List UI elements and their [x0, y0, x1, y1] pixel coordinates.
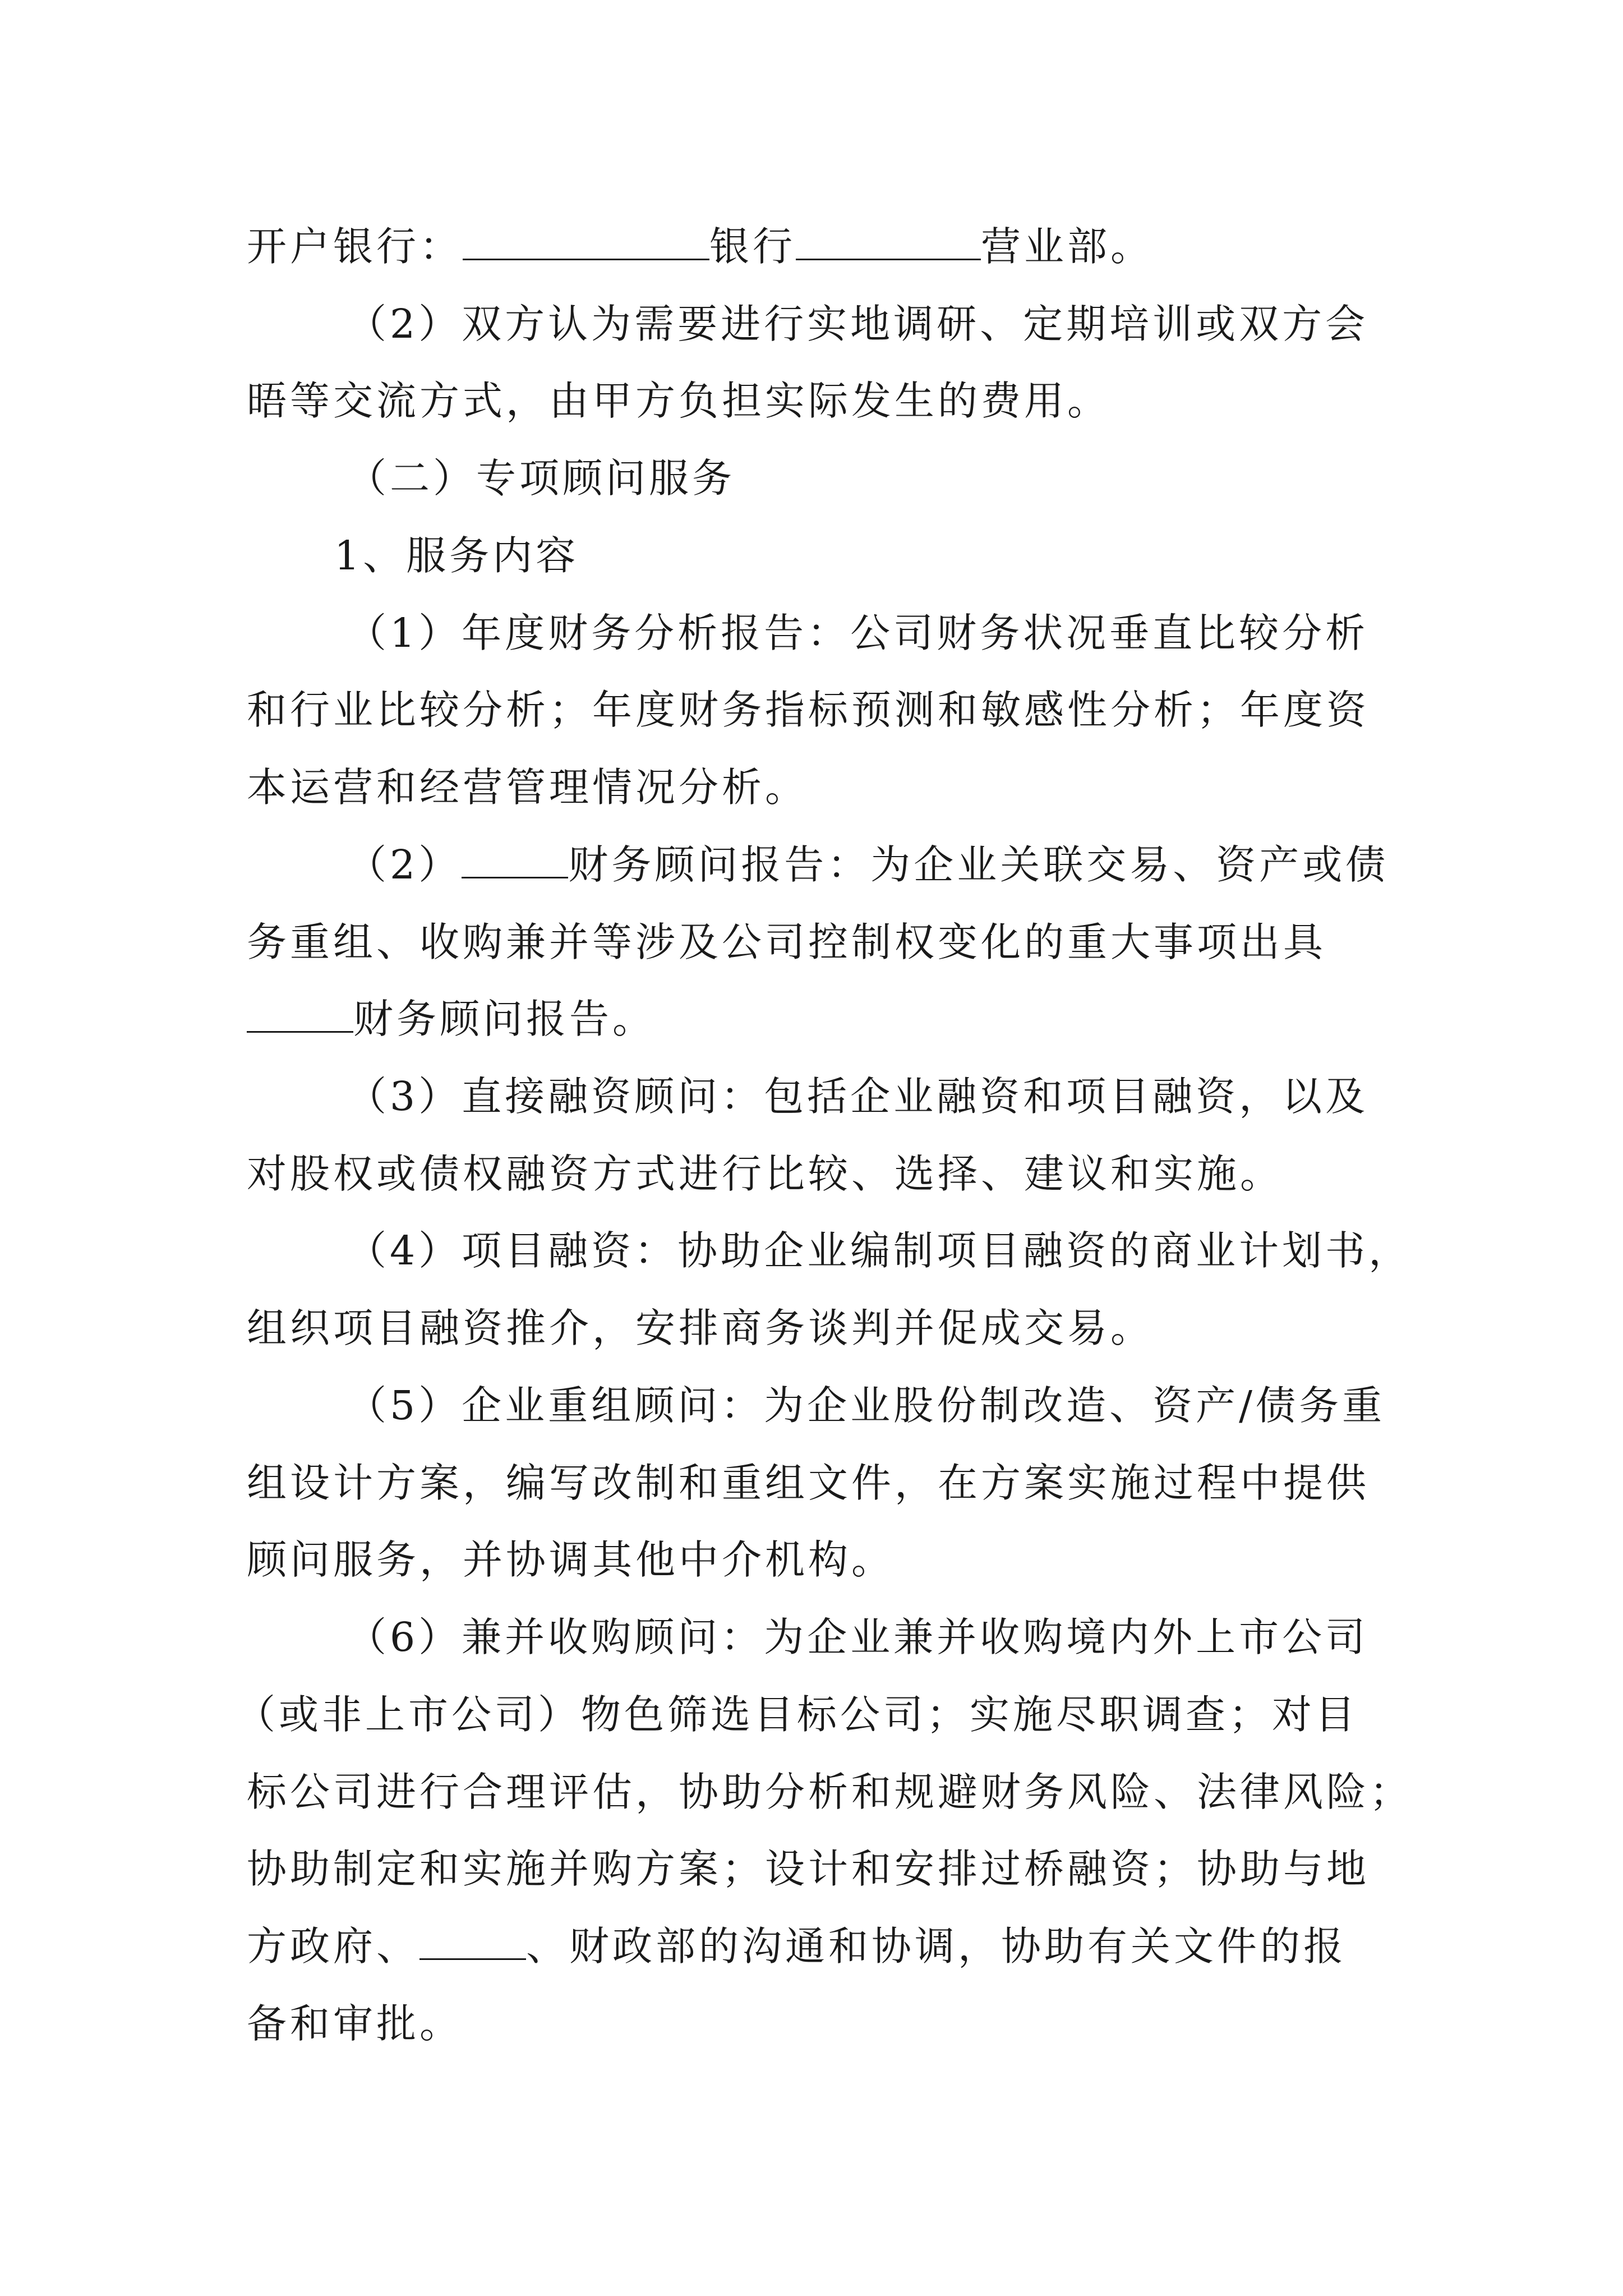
bank-line-middle: 银行	[709, 223, 796, 270]
paragraph-line	[247, 991, 656, 1047]
paragraph-line: （6）兼并收购顾问：为企业兼并收购境内外上市公司	[347, 1614, 1369, 1660]
bank-name-blank	[463, 220, 709, 260]
paragraph-line: 顾问服务，并协调其他中介机构。	[247, 1536, 895, 1583]
paragraph-line-prefix: 方政府、	[247, 1923, 420, 1970]
paragraph-line-suffix: 财务顾问报告：为企业关联交易、资产或债	[568, 841, 1389, 888]
paragraph-line-suffix: 、财政部的沟通和协调，协助有关文件的报	[526, 1923, 1347, 1970]
paragraph-line: 组设计方案，编写改制和重组文件，在方案实施过程中提供	[247, 1460, 1370, 1506]
report-type-blank	[462, 839, 568, 878]
subsection-heading: 1、服务内容	[334, 532, 579, 579]
paragraph-line	[247, 1918, 1347, 1975]
branch-name-blank	[796, 220, 981, 260]
report-type-blank	[247, 993, 353, 1033]
paragraph-line: 备和审批。	[247, 2000, 463, 2047]
paragraph-line: 标公司进行合理评估，协助分析和规避财务风险、法律风险；	[247, 1769, 1413, 1815]
paragraph-line	[347, 837, 1389, 893]
paragraph-line: 协助制定和实施并购方案；设计和安排过桥融资；协助与地	[247, 1846, 1370, 1892]
paragraph-line: 和行业比较分析；年度财务指标预测和敏感性分析；年度资	[247, 687, 1370, 733]
paragraph-line: （3）直接融资顾问：包括企业融资和项目融资，以及	[347, 1073, 1369, 1120]
paragraph-line: 组织项目融资推介，安排商务谈判并促成交易。	[247, 1305, 1154, 1351]
bank-line-prefix: 开户银行：	[247, 223, 463, 270]
bank-line	[247, 219, 1154, 275]
paragraph-line: 务重组、收购兼并等涉及公司控制权变化的重大事项出具	[247, 919, 1327, 965]
paragraph-line: 本运营和经营管理情况分析。	[247, 764, 809, 811]
paragraph-line: （或非上市公司）物色筛选目标公司；实施尽职调查；对目	[236, 1691, 1359, 1738]
paragraph-line: （5）企业重组顾问：为企业股份制改造、资产/债务重	[347, 1382, 1386, 1429]
section-heading: （二）专项顾问服务	[347, 455, 736, 501]
bank-line-suffix: 营业部。	[981, 223, 1154, 270]
paragraph-line-suffix: 财务顾问报告。	[353, 996, 656, 1042]
agency-blank	[419, 1920, 526, 1960]
paragraph-line: 晤等交流方式，由甲方负担实际发生的费用。	[247, 378, 1111, 424]
paragraph-line: （4）项目融资：协助企业编制项目融资的商业计划书，	[347, 1227, 1412, 1274]
paragraph-line: 对股权或债权融资方式进行比较、选择、建议和实施。	[247, 1151, 1284, 1197]
paragraph-line: （1）年度财务分析报告：公司财务状况垂直比较分析	[347, 610, 1369, 656]
paragraph-line: （2）双方认为需要进行实地调研、定期培训或双方会	[347, 301, 1369, 347]
paragraph-line-prefix: （2）	[347, 841, 462, 888]
